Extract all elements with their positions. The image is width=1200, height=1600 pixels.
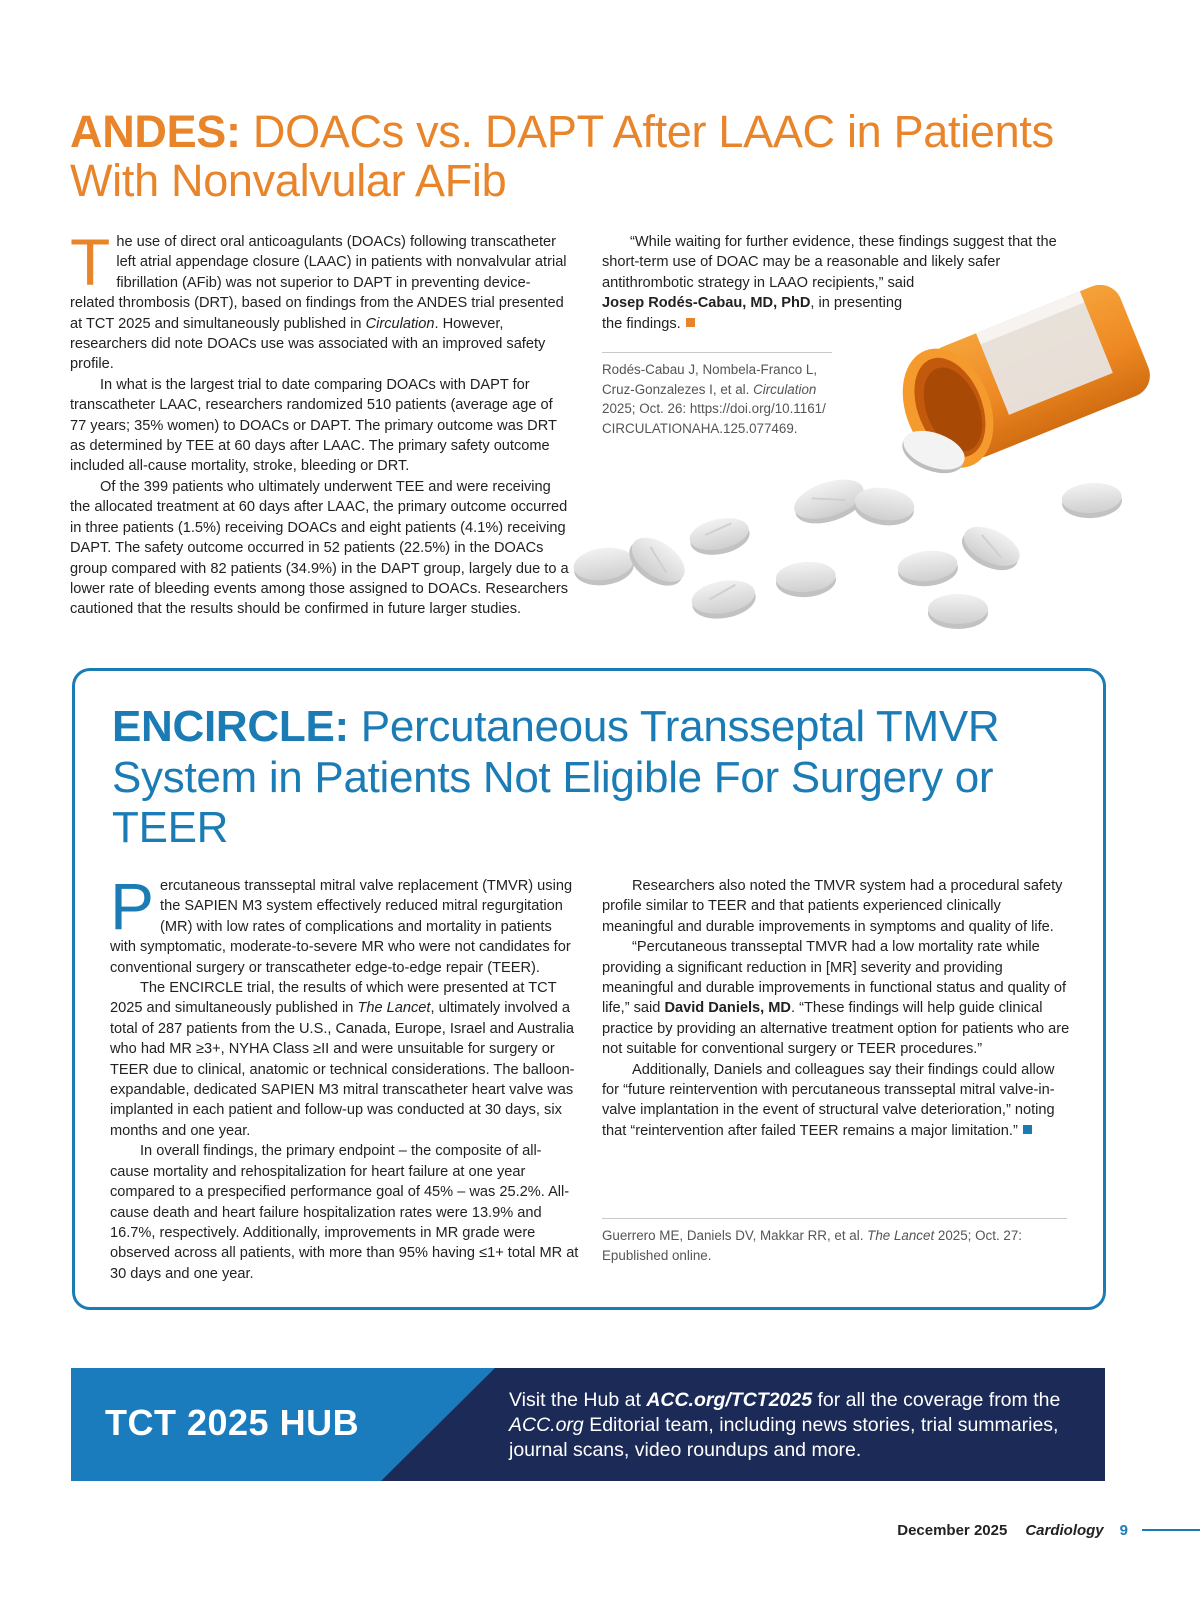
footer-page-number: 9: [1119, 1521, 1128, 1539]
encircle-citation-divider: [602, 1218, 1067, 1219]
encircle-headline-lead: ENCIRCLE:: [112, 702, 349, 751]
footer-rule: [1142, 1529, 1200, 1531]
hub-link[interactable]: ACC.org/TCT2025: [646, 1389, 813, 1411]
encircle-quote-speaker: David Daniels, MD: [664, 1000, 791, 1017]
encircle-headline-rest: Percutaneous Transseptal TMVR System in Patients Not Eligible For Surgery or TEER: [112, 702, 1000, 853]
andes-body-column: [70, 225, 570, 620]
encircle-p2-text-b: , ultimately involved a total of 287 patients from the U.S., Canada, Europe, Israel and Australia who had MR ≥3+, NYHA Class ≥II and were unsuitable for surgery or TEER due to clinical, anatomic or technical considerations. The balloon-expandable, dedicated SAPIEN M3 mitral transcatheter heart valve was implanted in each patient and follow-up was conducted at 30 days, six months and one year.: [110, 1000, 575, 1139]
spilled-tablets: [572, 423, 1124, 629]
andes-p1-text-b: . However, researchers did note DOACs use was associated with an improved safety profile.: [70, 315, 546, 373]
andes-headline-rest: DOACs vs. DAPT After LAAC in Patients With Nonvalvular AFib: [70, 106, 1054, 206]
encircle-headline: [112, 702, 1012, 854]
encircle-body-left: [110, 869, 580, 1284]
encircle-paragraph-6: [602, 1060, 1072, 1142]
encircle-p2-journal: The Lancet: [357, 1000, 431, 1017]
andes-paragraph-1: [70, 225, 570, 375]
encircle-dropcap: P: [110, 869, 155, 943]
andes-headline-lead: ANDES:: [70, 106, 241, 157]
pill-bottle-icon: [560, 285, 1200, 645]
page-footer: [897, 1519, 1200, 1541]
encircle-p5-text-a: “Percutaneous transseptal TMVR had a low mortality rate while providing a significant reduction in [MR] severity and providing meaningful and durable improvements in functional status and quality of life,” said: [602, 939, 1067, 1017]
hub-text-b: for all the coverage from the: [812, 1389, 1061, 1411]
encircle-p1-text: ercutaneous transseptal mitral valve replacement (TMVR) using the SAPIEN M3 system effectively reduced mitral regurgitation (MR) with low rates of complications and mortality in patients with symptomatic, moderate-to-severe MR who were not candidates for conventional surgery or transcatheter edge-to-edge repair (TEER).: [110, 878, 573, 976]
andes-p1-text-a: he use of direct oral anticoagulants (DOACs) following transcatheter left atrial appendage closure (LAAC) in patients with nonvalvular atrial fibrillation (AFib) was not superior to DAPT in preventing device-related thrombosis (DRT), based on findings from the ANDES trial presented at TCT 2025 and simultaneously published in: [70, 234, 567, 332]
tct-hub-banner[interactable]: [71, 1368, 1105, 1481]
hub-site-name: ACC.org: [509, 1414, 584, 1436]
andes-citation-authors: Rodés-Cabau J, Nombela-Franco L, Cruz-Gonzalezes I, et al.: [602, 362, 818, 397]
andes-quote-line-3: antithrombotic strategy in LAAO recipients,” said: [602, 274, 915, 291]
encircle-citation-authors: Guerrero ME, Daniels DV, Makkar RR, et al.: [602, 1228, 868, 1243]
end-of-article-mark: [1023, 1125, 1032, 1134]
encircle-paragraph-3: In overall findings, the primary endpoint – the composite of all-cause mortality and rehospitalization for heart failure at one year compared to a prespecified performance goal of 45% – was 25.2%. All-cause death and heart failure hospitalization rates were 13.9% and 16.7%, respectively. Additionally, improvements in MR grade were observed across all patients, with more than 95% having ≤1+ total MR at 30 days and one year.: [110, 1143, 579, 1282]
encircle-paragraph-1: [110, 869, 580, 978]
encircle-p2-text-a: The ENCIRCLE trial, the results of which were presented at TCT 2025 and simultaneously published in: [110, 980, 557, 1017]
encircle-citation-details: 2025; Oct. 27: Epublished online.: [602, 1228, 1023, 1263]
andes-quote-speaker: Josep Rodés-Cabau, MD, PhD: [602, 295, 811, 312]
andes-paragraph-3: Of the 399 patients who ultimately underwent TEE and were receiving the allocated treatment at 60 days after LAAC, the primary outcome occurred in three patients (1.5%) receiving DOACs and eight patients (4.1%) receiving DAPT. The safety outcome occurred in 52 patients (22.5%) in the DOACs group compared with 82 patients (34.9%) in the DAPT group, largely due to a lower rate of bleeding events among those assigned to DOACs. Researchers cautioned that the results should be confirmed in future larger studies.: [70, 478, 569, 618]
andes-p1-journal: Circulation: [365, 315, 435, 332]
footer-magazine-name: Cardiology: [1025, 1521, 1104, 1539]
encircle-paragraph-4: Researchers also noted the TMVR system had a procedural safety profile similar to TEER and that patients experienced clinically meaningful and durable improvements in symptoms and quality of life.: [602, 878, 1063, 935]
footer-issue-date: December 2025: [897, 1521, 1008, 1539]
encircle-body-right: [602, 876, 1072, 1141]
encircle-citation: [602, 1226, 1072, 1265]
andes-citation-details: 2025; Oct. 26: https://doi.org/10.1161/ CIRCULATIONAHA.125.077469.: [602, 401, 826, 436]
hub-text-c: Editorial team, including news stories, trial summaries, journal scans, video roundups and more.: [509, 1414, 1059, 1461]
encircle-paragraph-5: [602, 937, 1072, 1059]
andes-quote-line-2: short-term use of DOAC may be a reasonable and likely safer: [602, 254, 1001, 271]
andes-paragraph-2: In what is the largest trial to date comparing DOACs with DAPT for transcatheter LAAC, researchers randomized 510 patients (average age of 77 years; 35% women) to DOACs or DAPT. The primary outcome was DRT as determined by TEE at 60 days after LAAC. The primary safety outcome included all-cause mortality, stroke, bleeding or DRT.: [70, 376, 557, 475]
encircle-citation-journal: The Lancet: [867, 1228, 935, 1243]
hub-title: TCT 2025 HUB: [105, 1402, 360, 1443]
encircle-p6-text: Additionally, Daniels and colleagues say their findings could allow for “future reintervention with percutaneous transseptal mitral valve-in-valve implantation in the event of structural valve deterioration,” noting that “reintervention after failed TEER remains a major limitation.”: [602, 1061, 1055, 1139]
andes-dropcap: T: [70, 225, 111, 299]
hub-description: [509, 1388, 1089, 1463]
hub-text-a: Visit the Hub at: [509, 1389, 647, 1411]
andes-quote-line-5-text: the findings.: [602, 315, 681, 332]
andes-quote-line-4-tail: , in presenting: [810, 295, 903, 312]
andes-citation-journal: Circulation: [753, 381, 817, 397]
andes-quote-line-1: “While waiting for further evidence, these findings suggest that the: [630, 234, 1057, 250]
encircle-paragraph-2: [110, 978, 580, 1141]
andes-headline: [70, 108, 1150, 205]
encircle-p5-text-b: . “These findings will help guide clinical practice by providing an alternative treatment option for patients who are not suitable for conventional surgery or TEER procedures.”: [602, 1000, 1070, 1058]
